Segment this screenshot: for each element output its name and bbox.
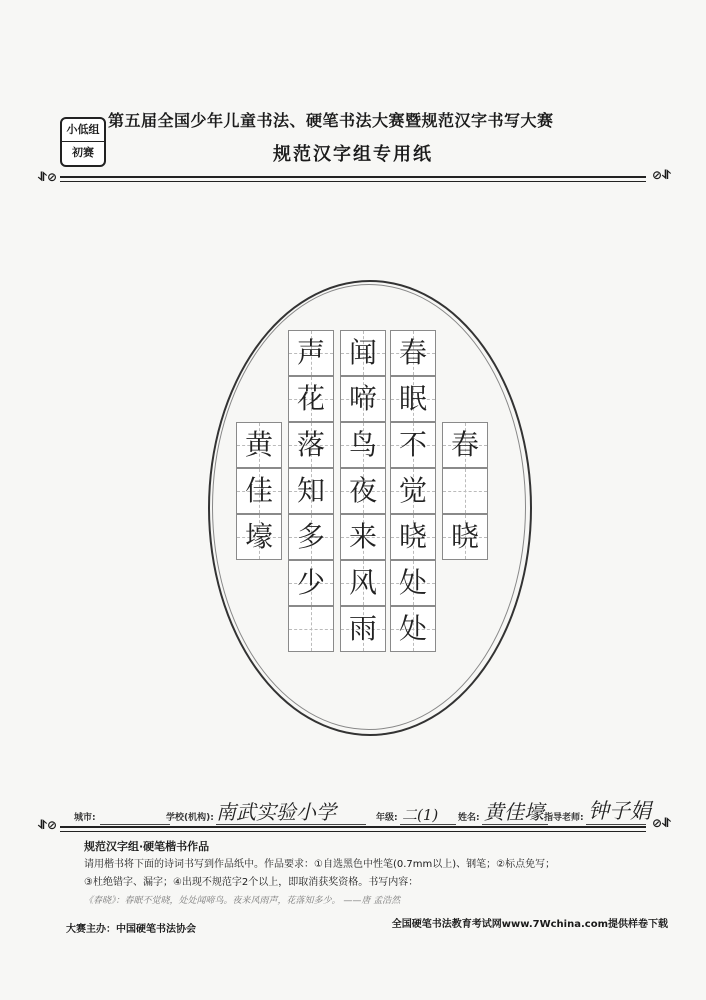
- grid-cell: 少: [288, 560, 334, 606]
- city-line: [100, 824, 170, 825]
- grid-cell: 处: [390, 560, 436, 606]
- teacher-label: 指导老师:: [544, 813, 584, 823]
- badge-division: 小低组: [62, 119, 104, 142]
- grid-cell: 落: [288, 422, 334, 468]
- instructions-line-2: ③杜绝错字、漏字；④出现不规范字2个以上，即取消获奖资格。书写内容：: [84, 877, 419, 888]
- grid-cell: 啼: [340, 376, 386, 422]
- grid-cell: 闻: [340, 330, 386, 376]
- grid-cell: 壕: [236, 514, 282, 560]
- source-text: 全国硬笔书法教育考试网www.7Wchina.com提供样卷下载: [391, 919, 668, 930]
- grid-cell: 春: [390, 330, 436, 376]
- school-value: 南武实验小学: [216, 800, 336, 824]
- paper-subtitle: 规范汉字组专用纸: [273, 144, 433, 165]
- grid-cell: 晓: [442, 514, 488, 560]
- grid-cell: [288, 606, 334, 652]
- grid-cell: 佳: [236, 468, 282, 514]
- grid-cell: 不: [390, 422, 436, 468]
- grid-cell: 夜: [340, 468, 386, 514]
- instructions-heading: 规范汉字组·硬笔楷书作品: [84, 840, 210, 853]
- grade-value: 二(1): [402, 806, 439, 824]
- grid-cell: [442, 468, 488, 514]
- grade-label: 年级:: [376, 813, 398, 823]
- grid-cell: 觉: [390, 468, 436, 514]
- sponsor-text: 大赛主办：中国硬笔书法协会: [66, 924, 196, 935]
- grid-cell: 眠: [390, 376, 436, 422]
- competition-title: 第五届全国少年儿童书法、硬笔书法大赛暨规范汉字书写大赛: [108, 111, 554, 130]
- ornament-right: ⊘⥯: [652, 168, 671, 182]
- footer-ornament-right: ⊘⥯: [652, 816, 671, 830]
- grid-cell: 花: [288, 376, 334, 422]
- grid-cell: 黄: [236, 422, 282, 468]
- grid-cell: 鸟: [340, 422, 386, 468]
- grid-cell: 晓: [390, 514, 436, 560]
- header-rule: [60, 176, 646, 178]
- instructions-line-1: 请用楷书将下面的诗词书写到作品纸中。作品要求：①自选黑色中性笔(0.7mm以上)、钢笔；②标点免写；: [84, 859, 556, 870]
- poem-text: 《春晓》：春眠不觉晓，处处闻啼鸟。夜来风雨声，花落知多少。 ——唐 孟浩然: [84, 896, 401, 906]
- school-label: 学校(机构):: [166, 813, 214, 823]
- entrant-info-row: [66, 795, 651, 825]
- grid-cell: 来: [340, 514, 386, 560]
- footer-ornament-left: ⥯⊘: [38, 818, 57, 832]
- grid-cell: 雨: [340, 606, 386, 652]
- name-value: 黄佳壕: [484, 800, 544, 824]
- badge-round: 初赛: [72, 146, 94, 159]
- grid-cell: 风: [340, 560, 386, 606]
- grid-cell: 处: [390, 606, 436, 652]
- grid-cell: 声: [288, 330, 334, 376]
- grid-cell: 春: [442, 422, 488, 468]
- grid-cell: 多: [288, 514, 334, 560]
- footer-rule-thin: [60, 831, 646, 832]
- header-rule-thin: [60, 181, 646, 182]
- teacher-value: 钟子娟: [588, 799, 651, 823]
- city-label: 城市:: [74, 813, 96, 823]
- footer-rule: [60, 826, 646, 828]
- instructions-block: [84, 838, 674, 910]
- grid-cell: 知: [288, 468, 334, 514]
- ornament-left: ⥯⊘: [38, 170, 57, 184]
- name-label: 姓名:: [458, 813, 480, 823]
